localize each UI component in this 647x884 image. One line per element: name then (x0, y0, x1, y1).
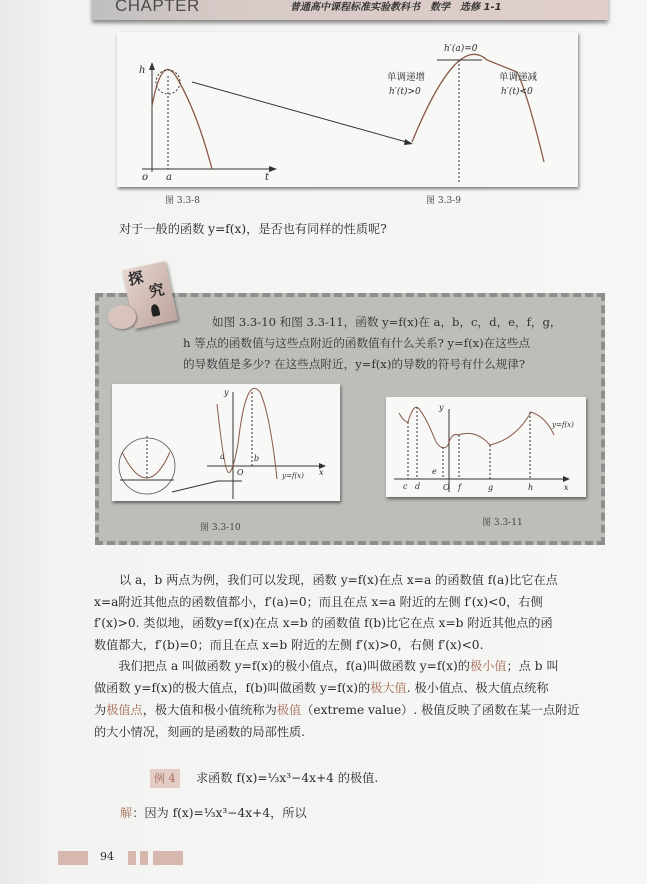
question-text: 对于一般的函数 y=f(x)，是否也有同样的性质呢? (119, 222, 387, 236)
f-label: f (458, 483, 461, 492)
para2-line-3 (94, 703, 580, 718)
example-4-text: 求函数 f(x)=⅓x³−4x+4 的极值. (196, 771, 379, 785)
x-label: x (564, 483, 569, 492)
term-local-maximum: 极大值 (370, 681, 407, 695)
c-label: c (403, 482, 408, 491)
text: 为 (94, 703, 107, 717)
explore-line-2: h 等点的函数值与这些点附近的函数值有什么关系? y=f(x)在这些点 (183, 336, 531, 350)
keyhole-icon (150, 304, 160, 317)
page-bar-block (140, 851, 148, 865)
caption-fig-3-3-9: 图 3.3-9 (426, 196, 461, 206)
figure-3-3-10 (112, 384, 340, 501)
caption-fig-3-3-10: 图 3.3-10 (200, 523, 241, 533)
function-label: y=f(x) (552, 421, 574, 429)
para1-line-3: f′(x)>0. 类似地，函数y=f(x)在点 x=b 的函数值 f(b)比它在点 x=b 附近其他点的函 (94, 616, 553, 630)
text: （extreme value）. 极值反映了函数在某一点附近 (301, 703, 580, 717)
zoomed-minimum-curve (122, 452, 170, 478)
page-number: 94 (100, 850, 114, 863)
a-label: a (220, 452, 225, 461)
para1-line-4: 数值都大，f′(b)=0；而且在点 x=b 附近的左侧 f′(x)>0，右侧 f′(x)<0. (94, 638, 484, 652)
figure-3-3-8-9 (117, 32, 578, 187)
magnify-arrowhead (404, 139, 413, 145)
solution-text: ：因为 f(x)=⅓x³−4x+4，所以 (132, 806, 307, 820)
para1-line-2: x=a附近其他点的函数值都小，f′(a)=0；而且在点 x=a 附近的左侧 f′(x)<0，右侧 (94, 595, 543, 609)
x-label: x (319, 468, 324, 477)
extreme-dashed-lines (408, 407, 530, 479)
tangent-label: h′(a)=0 (444, 44, 478, 54)
book-series-title: 普通高中课程标准实验教科书 数学 选修 1-1 (290, 2, 502, 13)
y-label: y (224, 388, 229, 397)
b-label: b (254, 454, 260, 463)
term-extreme-point: 极值点 (106, 703, 143, 717)
text: 做函数 y=f(x)的极大值点，f(b)叫做函数 y=f(x)的 (94, 681, 371, 695)
h-curve (152, 70, 212, 169)
h-label: h (139, 65, 146, 76)
figure-3-3-10-graph (112, 384, 340, 501)
origin-label: O (443, 483, 450, 492)
term-extreme-value: 极值 (276, 703, 302, 717)
chapter-label: CHAPTER (115, 0, 200, 15)
function-label: y=f(x) (282, 472, 304, 480)
para2-line-1 (94, 659, 559, 674)
caption-fig-3-3-11: 图 3.3-11 (482, 518, 523, 528)
page-bar-block (128, 851, 136, 865)
magnify-arrow (172, 481, 218, 492)
explore-line-3: 的导数值是多少? 在这些点附近，y=f(x)的导数的符号有什么规律? (183, 357, 526, 371)
para2-line-2 (94, 681, 549, 696)
figure-3-3-11 (386, 397, 586, 497)
g-label: g (488, 483, 494, 492)
magnifier-icon (108, 305, 136, 329)
t-label: t (265, 172, 270, 183)
zoomed-curve (412, 54, 544, 162)
a-label: a (166, 172, 172, 183)
example-4-tag: 例 4 (150, 769, 180, 788)
para1-line-1: 以 a，b 两点为例，我们可以发现，函数 y=f(x)在点 x=a 的函数值 f(a)比它在点 (119, 573, 558, 587)
para2-line-4: 的大小情况，刻画的是函数的局部性质. (94, 725, 306, 739)
text: ；点 b 叫 (506, 659, 559, 673)
explore-line-1: 如图 3.3-10 和图 3.3-11，函数 y=f(x)在 a，b，c，d，e，f，g， (212, 315, 562, 329)
page-bar-block (153, 851, 183, 865)
text: 我们把点 a 叫做函数 y=f(x)的极小值点，f(a)叫做函数 y=f(x)的 (94, 659, 470, 673)
text: ，极大值和极小值统称为 (142, 703, 277, 717)
page-bar-left (58, 851, 88, 865)
origin-label: O (237, 468, 244, 477)
solution-tag: 解 (120, 806, 133, 820)
e-label: e (432, 467, 437, 476)
h-label: h (528, 483, 534, 492)
d-label: d (415, 482, 421, 491)
badge-char-1: 探 (126, 268, 146, 289)
term-local-minimum: 极小值 (469, 659, 507, 673)
increasing-condition: h′(t)>0 (389, 87, 421, 97)
origin-label: o (142, 172, 149, 183)
h-axis-arrow (149, 62, 155, 70)
f-curve (399, 407, 554, 448)
height-time-graphs (117, 32, 578, 187)
t-axis-arrow (269, 166, 277, 172)
solution-line (120, 806, 307, 821)
magnify-arrow (192, 82, 410, 143)
badge-char-2: 究 (147, 280, 166, 301)
caption-fig-3-3-8: 图 3.3-8 (165, 196, 200, 206)
text: . 极小值点、极大值点统称 (406, 681, 549, 695)
y-label: y (439, 403, 444, 412)
decreasing-condition: h′(t)<0 (501, 87, 533, 97)
x-axis-arrow (563, 476, 570, 482)
decreasing-label: 单调递减 (499, 72, 538, 83)
f-curve (217, 388, 277, 479)
increasing-label: 单调递增 (387, 72, 426, 83)
